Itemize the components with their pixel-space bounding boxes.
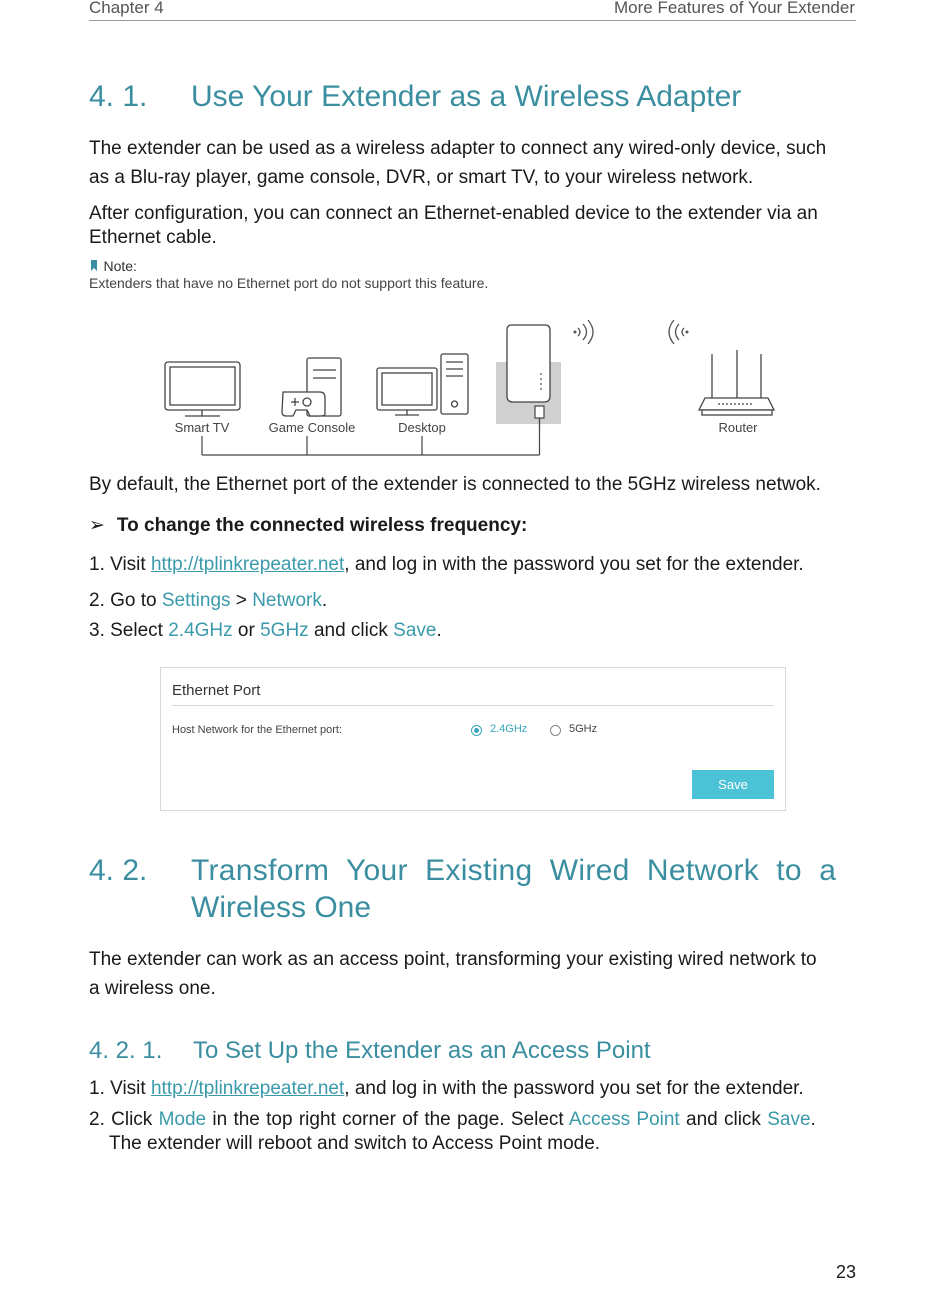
extender-icon	[496, 325, 561, 430]
label-desktop: Desktop	[398, 420, 446, 435]
access-point-ref: Access Point	[568, 1109, 680, 1130]
subsection-title: To Set Up the Extender as an Access Point	[193, 1037, 651, 1064]
ap-step-2: 2. Click Mode in the top right corner of the page. Select Access Point and click Save.	[89, 1109, 816, 1130]
chapter-title: More Features of Your Extender	[614, 0, 855, 17]
paragraph-ap-line1: The extender can work as an access point, transforming your existing wired network to	[89, 949, 817, 970]
settings-ref: Settings	[161, 590, 231, 611]
host-network-label: Host Network for the Ethernet port:	[172, 724, 342, 736]
tplinkrepeater-link[interactable]: http://tplinkrepeater.net	[150, 554, 345, 575]
section-number: 4. 2.	[89, 854, 148, 887]
ap-step-1: 1. Visit http://tplinkrepeater.net, and log in with the password you set for the extender.	[89, 1078, 804, 1099]
paragraph-intro-line2: as a Blu-ray player, game console, DVR, or smart TV, to your wireless network.	[89, 167, 754, 188]
section-title-line2: Wireless One	[191, 891, 372, 924]
section-number: 4. 1.	[89, 80, 148, 113]
network-ref: Network	[252, 590, 322, 611]
section-title: Transform Your Existing Wired Network to a	[191, 854, 837, 887]
radio-24ghz-label[interactable]: 2.4GHz	[490, 723, 528, 735]
label-router: Router	[718, 420, 758, 435]
page-number: 23	[835, 1262, 856, 1282]
change-frequency-heading: ➢ To change the connected wireless frequency:	[89, 515, 528, 536]
label-smart-tv: Smart TV	[174, 420, 230, 435]
radio-5ghz-label[interactable]: 5GHz	[569, 723, 598, 735]
section-heading-4-2	[89, 854, 859, 894]
note	[89, 258, 137, 276]
panel-divider	[172, 705, 774, 706]
save-button[interactable]: Save	[692, 770, 774, 799]
router-icon	[699, 350, 774, 415]
panel-title: Ethernet Port	[172, 682, 261, 699]
note-text: Extenders that have no Ethernet port do not support this feature.	[89, 275, 489, 291]
ghz24-ref: 2.4GHz	[168, 620, 233, 641]
radio-24ghz[interactable]	[471, 725, 482, 736]
ghz5-ref: 5GHz	[260, 620, 309, 641]
save-ref: Save	[393, 620, 437, 641]
ethernet-port-panel	[160, 667, 786, 811]
radio-5ghz[interactable]	[550, 725, 561, 736]
bookmark-icon	[89, 259, 99, 272]
paragraph-ap-line2: a wireless one.	[89, 978, 216, 999]
note-label: Note:	[103, 258, 137, 274]
game-console-icon	[282, 358, 341, 416]
desktop-icon	[377, 354, 468, 415]
save-ref: Save	[767, 1109, 811, 1130]
wifi-signal-icon	[669, 320, 689, 344]
ap-step-2-line2: The extender will reboot and switch to Access Point mode.	[109, 1133, 601, 1154]
chapter-label: Chapter 4	[89, 0, 164, 17]
header-divider	[89, 20, 856, 21]
paragraph-config-line1: After configuration, you can connect an Ethernet-enabled device to the extender via an	[89, 203, 818, 224]
section-title: Use Your Extender as a Wireless Adapter	[191, 80, 742, 113]
smart-tv-icon	[165, 362, 240, 416]
network-diagram	[150, 318, 800, 463]
arrow-bullet-icon: ➢	[89, 515, 105, 536]
tplinkrepeater-link[interactable]: http://tplinkrepeater.net	[150, 1078, 345, 1099]
step-3: 3. Select 2.4GHz or 5GHz and click Save.	[89, 620, 442, 641]
subsection-number: 4. 2. 1.	[89, 1037, 163, 1064]
paragraph-default: By default, the Ethernet port of the extender is connected to the 5GHz wireless netwok.	[89, 474, 821, 495]
mode-ref: Mode	[158, 1109, 207, 1130]
paragraph-intro-line1: The extender can be used as a wireless adapter to connect any wired-only device, such	[89, 138, 827, 159]
label-game-console: Game Console	[268, 420, 356, 435]
ethernet-cables	[202, 430, 540, 455]
section-heading-4-1	[89, 80, 859, 120]
step-2: 2. Go to Settings > Network.	[89, 590, 328, 611]
step-1: 1. Visit http://tplinkrepeater.net, and log in with the password you set for the extender.	[89, 554, 804, 575]
wifi-signal-icon	[574, 320, 594, 344]
paragraph-config-line2: Ethernet cable.	[89, 227, 217, 248]
